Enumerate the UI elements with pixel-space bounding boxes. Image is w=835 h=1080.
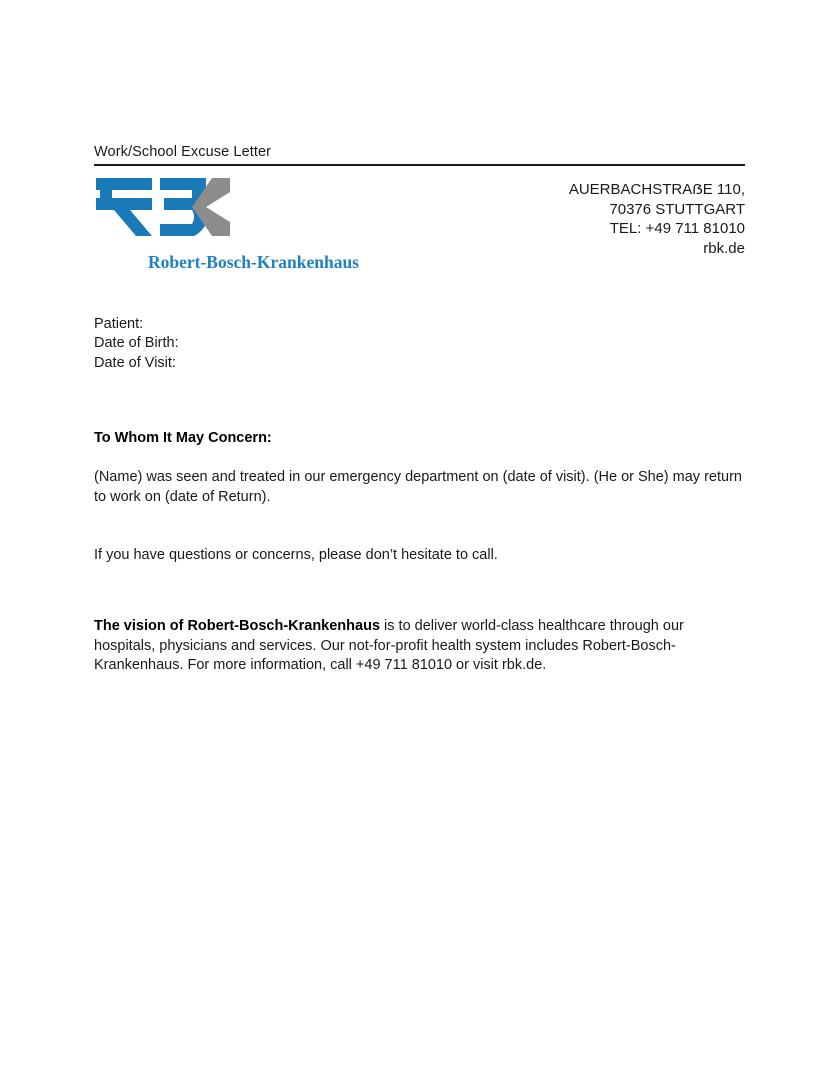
field-date-of-visit: Date of Visit: xyxy=(94,354,176,371)
contact-block xyxy=(569,180,745,258)
contact-street: AUERBACHSTRAẞE 110, xyxy=(568,181,745,198)
vision-body-text: is to deliver world-class healthcare through our hospitals, physicians and services. Our not-for-profit health system includes Robert-Bosch-Krankenhaus. For more information, call +49 711 81010 or visit rbk.de. xyxy=(94,618,684,674)
letter-body xyxy=(94,315,745,676)
vision-lead-text: The vision of Robert-Bosch-Krankenhaus xyxy=(94,618,381,635)
document-header xyxy=(94,144,745,166)
brand-wordmark: Robert-Bosch-Krankenhaus xyxy=(148,252,359,272)
paragraph-contact-invite: If you have questions or concerns, please don’t hesitate to call. xyxy=(94,547,498,564)
brand-block xyxy=(94,176,394,272)
paragraph-visit: (Name) was seen and treated in our emergency department on (date of visit). (He or She) may return to work on (date of Return). xyxy=(94,469,742,505)
rbk-logo-icon xyxy=(94,176,230,238)
contact-phone: TEL: +49 711 81010 xyxy=(609,220,745,237)
field-patient: Patient: xyxy=(94,316,144,332)
contact-city: 70376 STUTTGART xyxy=(609,200,745,218)
letterhead xyxy=(94,176,745,286)
paragraph-vision xyxy=(94,617,742,675)
patient-field-list xyxy=(94,315,745,373)
field-date-of-birth: Date of Birth: xyxy=(94,335,179,352)
contact-website: rbk.de xyxy=(703,239,745,257)
page-title: Work/School Excuse Letter xyxy=(94,144,272,160)
header-divider xyxy=(94,164,745,166)
salutation: To Whom It May Concern: xyxy=(94,430,272,447)
